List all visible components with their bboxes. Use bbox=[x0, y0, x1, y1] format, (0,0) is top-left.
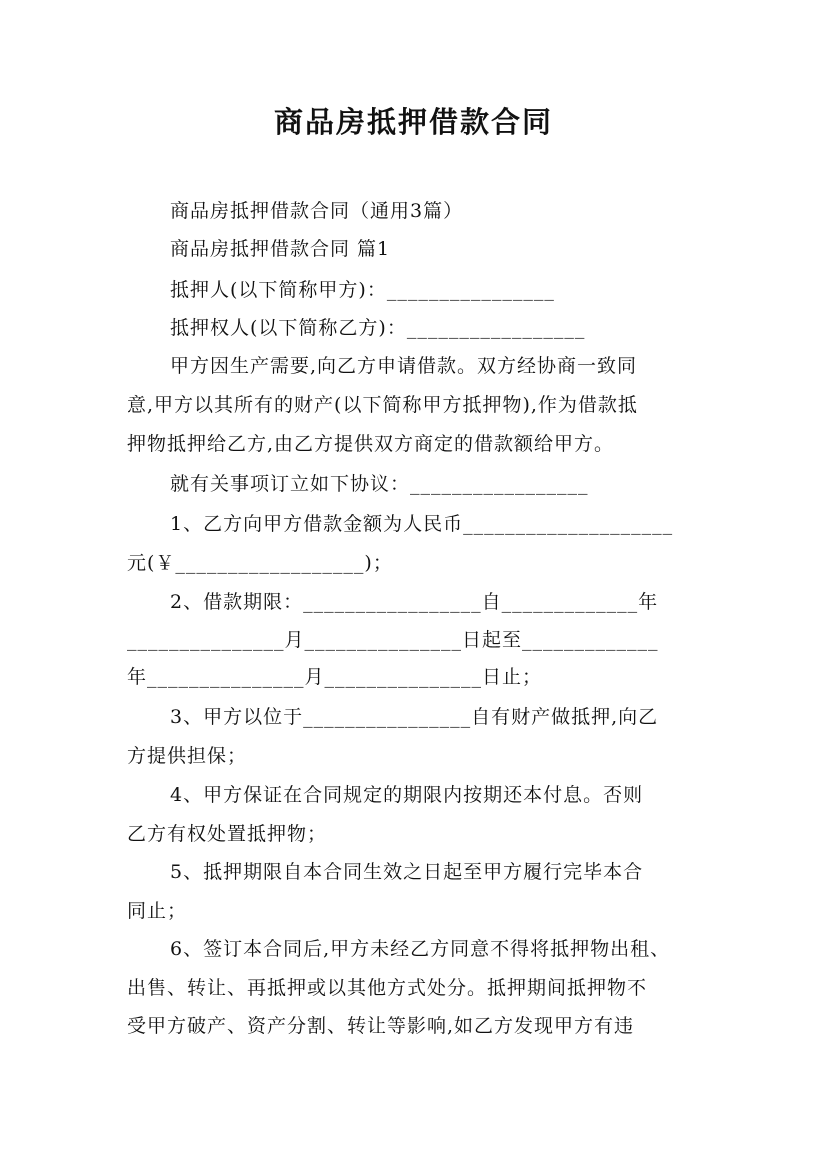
clause-3-line: 方提供担保； bbox=[127, 745, 248, 767]
clause-5-line: 5、抵押期限自本合同生效之日起至甲方履行完毕本合 bbox=[170, 861, 644, 883]
clause-1-line: 1、乙方向甲方借款金额为人民币____________________ bbox=[170, 513, 674, 535]
clause-2-line: 2、借款期限：_________________自_____________年 bbox=[170, 591, 659, 613]
clause-5-line: 同止； bbox=[127, 900, 188, 922]
clause-2-line: _______________月_______________日起至_____________ bbox=[127, 629, 659, 651]
clause-4-line: 4、甲方保证在合同规定的期限内按期还本付息。否则 bbox=[170, 784, 644, 806]
clause-6-line: 6、签订本合同后,甲方未经乙方同意不得将抵押物出租、 bbox=[170, 938, 671, 960]
clause-1-line: 元(￥__________________)； bbox=[127, 552, 393, 574]
paragraph-line: 押物抵押给乙方,由乙方提供双方商定的借款额给甲方。 bbox=[127, 433, 615, 455]
clause-6-line: 受甲方破产、资产分割、转让等影响,如乙方发现甲方有违 bbox=[127, 1015, 635, 1037]
clause-4-line: 乙方有权处置抵押物； bbox=[127, 823, 328, 845]
clause-2-line: 年_______________月_______________日止； bbox=[127, 666, 543, 688]
subtitle-line: 商品房抵押借款合同（通用3篇） bbox=[170, 200, 464, 222]
clause-6-line: 出售、转让、再抵押或以其他方式处分。抵押期间抵押物不 bbox=[127, 977, 648, 999]
clause-3-line: 3、甲方以位于________________自有财产做抵押,向乙 bbox=[170, 706, 659, 728]
mortgagee-line: 抵押权人(以下简称乙方)：_________________ bbox=[170, 317, 586, 339]
paragraph-line: 甲方因生产需要,向乙方申请借款。双方经协商一致同 bbox=[170, 355, 638, 377]
section-heading: 商品房抵押借款合同 篇1 bbox=[170, 238, 391, 260]
paragraph-line: 意,甲方以其所有的财产(以下简称甲方抵押物),作为借款抵 bbox=[127, 394, 638, 416]
mortgagor-line: 抵押人(以下简称甲方)：________________ bbox=[170, 279, 555, 301]
document-title: 商品房抵押借款合同 bbox=[273, 105, 553, 139]
agreement-intro-line: 就有关事项订立如下协议：_________________ bbox=[170, 473, 589, 495]
